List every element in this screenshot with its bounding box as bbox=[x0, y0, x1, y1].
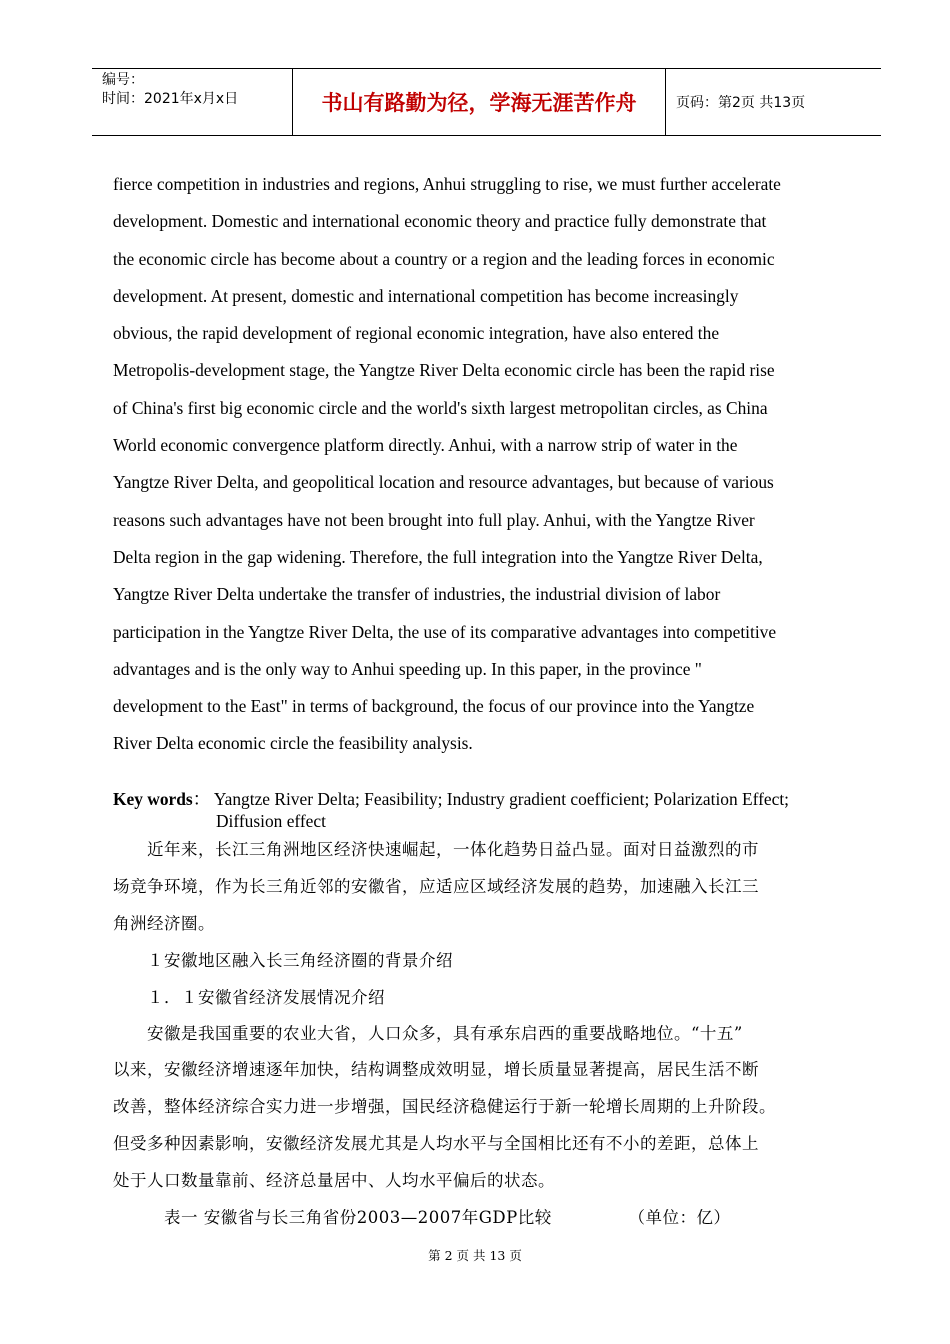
abstract-line: Delta region in the gap widening. Therefore, the full integration into the Yangtze River Delta, bbox=[113, 546, 763, 567]
body-line: 安徽是我国重要的农业大省，人口众多，具有承东启西的重要战略地位。“十五” bbox=[113, 1024, 743, 1043]
abstract-line: reasons such advantages have not been brought into full play. Anhui, with the Yangtze River bbox=[113, 509, 755, 530]
abstract-line: of China's first big economic circle and the world's sixth largest metropolitan circles, as China bbox=[113, 397, 768, 418]
body-line: 但受多种因素影响，安徽经济发展尤其是人均水平与全国相比还有不小的差距，总体上 bbox=[113, 1134, 759, 1153]
keywords bbox=[113, 788, 873, 832]
keywords-line-1: Yangtze River Delta; Feasibility; Industry gradient coefficient; Polarization Effect; bbox=[213, 789, 790, 809]
body-line: 场竞争环境，作为长三角近邻的安徽省，应适应区域经济发展的趋势，加速融入长江三 bbox=[113, 877, 759, 896]
body-line: 处于人口数量靠前、经济总量居中、人均水平偏后的状态。 bbox=[113, 1171, 555, 1190]
abstract-line: participation in the Yangtze River Delta, the use of its comparative advantages into competitive bbox=[113, 621, 777, 642]
abstract-line: the economic circle has become about a country or a region and the leading forces in economic bbox=[113, 248, 775, 269]
page-header bbox=[92, 68, 881, 136]
header-motto: 书山有路勤为径，学海无涯苦作舟 bbox=[293, 69, 666, 135]
abstract-line: development. Domestic and international economic theory and practice fully demonstrate that bbox=[113, 211, 767, 232]
body-line: 以来，安徽经济增速逐年加快，结构调整成效明显，增长质量显著提高，居民生活不断 bbox=[113, 1060, 759, 1079]
keywords-line-2: Diffusion effect bbox=[216, 811, 326, 831]
abstract-line: development to the East" in terms of background, the focus of our province into the Yangtze bbox=[113, 696, 755, 717]
abstract-line: Yangtze River Delta, and geopolitical location and resource advantages, but because of various bbox=[113, 472, 774, 493]
abstract-line: Yangtze River Delta undertake the transfer of industries, the industrial division of labor bbox=[113, 584, 721, 605]
body-line: 角洲经济圈。 bbox=[113, 914, 215, 933]
abstract-paragraph bbox=[113, 166, 858, 763]
page-footer: 第 2 页 共 13 页 bbox=[428, 1248, 522, 1263]
keywords-separator: ： bbox=[192, 789, 211, 809]
abstract-line: obvious, the rapid development of regional economic integration, have also entered the bbox=[113, 323, 720, 344]
section-heading: １安徽地区融入长三角经济圈的背景介绍 bbox=[113, 951, 453, 970]
document-number: 编号： bbox=[102, 72, 144, 88]
abstract-line: development. At present, domestic and international competition has become increasingly bbox=[113, 285, 739, 306]
subsection-heading: １．１安徽省经济发展情况介绍 bbox=[113, 988, 385, 1007]
abstract-line: Metropolis-development stage, the Yangtze River Delta economic circle has been the rapid rise bbox=[113, 360, 775, 381]
body-line: 近年来，长江三角洲地区经济快速崛起，一体化趋势日益凸显。面对日益激烈的市 bbox=[113, 840, 759, 859]
abstract-line: World economic convergence platform directly. Anhui, with a narrow strip of water in the bbox=[113, 435, 738, 456]
body-line: 改善，整体经济综合实力进一步增强，国民经济稳健运行于新一轮增长周期的上升阶段。 bbox=[113, 1097, 776, 1116]
table-caption: 表一 安徽省与长三角省份2003—2007年GDP比较 （单位：亿） bbox=[113, 1208, 731, 1227]
abstract-line: fierce competition in industries and regions, Anhui struggling to rise, we must further accelerate bbox=[113, 174, 781, 194]
header-page-number: 页码：第2页 共13页 bbox=[676, 95, 806, 111]
abstract-line: advantages and is the only way to Anhui speeding up. In this paper, in the province " bbox=[113, 658, 702, 679]
document-time: 时间：2021年x月x日 bbox=[102, 91, 239, 107]
header-meta bbox=[92, 69, 293, 135]
abstract-line: River Delta economic circle the feasibility analysis. bbox=[113, 733, 473, 754]
keywords-label: Key words bbox=[113, 789, 193, 809]
